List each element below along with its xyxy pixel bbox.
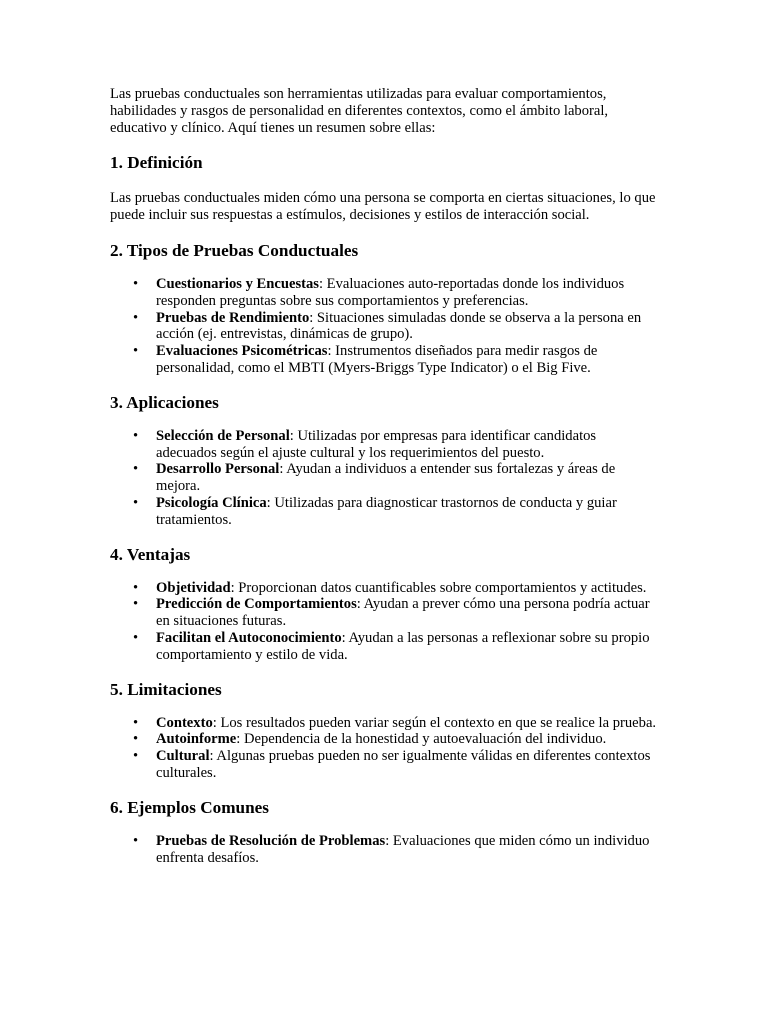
- list-item: [156, 495, 658, 529]
- list-item: [156, 630, 658, 664]
- list-item-text: : Utilizadas por empresas para identificar candidatos adecuados según el ajuste cultural y los requerimientos del puesto.: [156, 427, 597, 461]
- list-item-term: Pruebas de Rendimiento: [156, 309, 310, 326]
- list-item: [156, 715, 658, 732]
- section-heading-ventajas: 4. Ventajas: [110, 544, 191, 564]
- list-item: [156, 276, 658, 310]
- section-heading-limitaciones: 5. Limitaciones: [110, 679, 222, 699]
- list-item-term: Cuestionarios y Encuestas: [156, 275, 319, 292]
- list-item-term: Autoinforme: [156, 731, 237, 748]
- list-item-text: : Dependencia de la honestidad y autoevaluación del individuo.: [236, 731, 607, 748]
- list-item: [156, 596, 658, 630]
- list-item-text: : Ayudan a prever cómo una persona podría actuar en situaciones futuras.: [156, 596, 650, 630]
- list-item-term: Evaluaciones Psicométricas: [156, 343, 328, 360]
- list-item-term: Pruebas de Resolución de Problemas: [156, 832, 386, 849]
- intro-paragraph: Las pruebas conductuales son herramientas utilizadas para evaluar comportamientos, habilidades y rasgos de personalidad en diferentes contextos, como el ámbito laboral, educativo y clínico. Aquí tienes un resumen sobre ellas:: [110, 86, 609, 136]
- section-heading-ejemplos: 6. Ejemplos Comunes: [110, 797, 269, 817]
- list-item-text: : Ayudan a las personas a reflexionar sobre su propio comportamiento y estilo de vida.: [156, 629, 650, 663]
- section-heading-definicion: 1. Definición: [110, 153, 203, 173]
- list-item-text: : Evaluaciones que miden cómo un individuo enfrenta desafíos.: [156, 832, 650, 866]
- list-item-text: : Instrumentos diseñados para medir rasgos de personalidad, como el MBTI (Myers-Briggs Type Indicator) o el Big Five.: [156, 343, 598, 376]
- list-item-text: : Proporcionan datos cuantificables sobre comportamientos y actitudes.: [230, 579, 647, 596]
- section-heading-aplicaciones: 3. Aplicaciones: [110, 392, 219, 412]
- aplicaciones-list: [110, 428, 658, 529]
- list-item-text: : Evaluaciones auto-reportadas donde los individuos responden preguntas sobre sus comportamientos y preferencias.: [156, 275, 625, 309]
- list-item: [156, 310, 658, 344]
- list-item-text: : Ayudan a individuos a entender sus fortalezas y áreas de mejora.: [156, 461, 616, 495]
- list-item: [156, 580, 658, 597]
- list-item-term: Objetividad: [156, 579, 231, 596]
- ejemplos-list: [110, 833, 658, 867]
- list-item-term: Desarrollo Personal: [156, 461, 280, 478]
- list-item-term: Contexto: [156, 714, 213, 731]
- list-item: [156, 343, 658, 377]
- definicion-paragraph: Las pruebas conductuales miden cómo una persona se comporta en ciertas situaciones, lo que puede incluir sus respuestas a estímulos, decisiones y estilos de interacción social.: [110, 190, 656, 224]
- list-item-term: Predicción de Comportamientos: [156, 596, 357, 613]
- list-item: [156, 731, 658, 748]
- list-item-term: Psicología Clínica: [156, 494, 267, 511]
- list-item: [156, 833, 658, 867]
- limitaciones-list: [110, 715, 658, 782]
- list-item-term: Facilitan el Autoconocimiento: [156, 629, 342, 646]
- list-item-text: : Algunas pruebas pueden no ser igualmente válidas en diferentes contextos culturales.: [156, 748, 651, 781]
- list-item: [156, 461, 658, 495]
- ventajas-list: [110, 580, 658, 664]
- list-item-term: Selección de Personal: [156, 427, 290, 444]
- list-item-text: : Los resultados pueden variar según el contexto en que se realice la prueba.: [212, 714, 657, 731]
- list-item-term: Cultural: [156, 748, 210, 765]
- tipos-list: [110, 276, 658, 377]
- list-item-text: : Situaciones simuladas donde se observa a la persona en acción (ej. entrevistas, dinámicas de grupo).: [156, 309, 642, 343]
- list-item-text: : Utilizadas para diagnosticar trastornos de conducta y guiar tratamientos.: [156, 494, 617, 528]
- list-item: [156, 428, 658, 462]
- list-item: [156, 748, 658, 782]
- section-heading-tipos: 2. Tipos de Pruebas Conductuales: [110, 240, 359, 260]
